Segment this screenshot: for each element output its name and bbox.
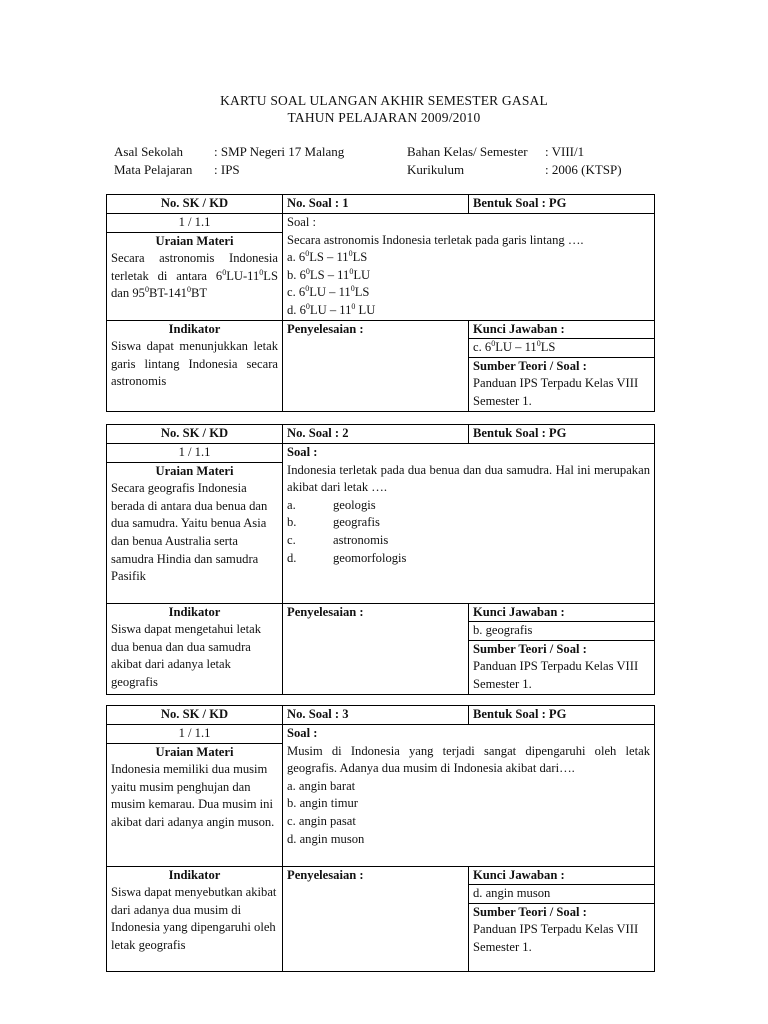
kunci-jawaban-value: c. $6^0LU - 11^0LS$	[469, 339, 655, 358]
indikator-label: Indikator	[168, 321, 221, 336]
option-c: c. $6^0LU - 11^0LS$	[287, 284, 370, 300]
degree-mark: 0	[305, 301, 310, 311]
sumber-text: Panduan IPS Terpadu Kelas VIII Semester 1.	[473, 376, 639, 408]
degree-mark: 0	[351, 301, 356, 311]
document-title: KARTU SOAL ULANGAN AKHIR SEMESTER GASAL	[220, 93, 548, 108]
uraian-materi-text: Secara astronomis Indonesia terletak di antara $6^0LU-11^0LS$ dan $95^0BT-141^0BT$	[111, 251, 278, 301]
indikator-cell	[107, 866, 283, 971]
degree-mark: 0	[348, 249, 353, 259]
option-text: astronomis	[333, 532, 389, 547]
document-subtitle: TAHUN PELAJARAN 2009/2010	[287, 110, 481, 125]
degree-mark: 0	[349, 266, 354, 276]
indikator-label: Indikator	[168, 604, 221, 619]
sumber-label: Sumber Teori / Soal :	[473, 641, 587, 656]
option-key: a.	[287, 497, 296, 512]
kunci-jawaban-label: Kunci Jawaban :	[469, 866, 655, 885]
kunci-jawaban-value: b. geografis	[469, 622, 655, 641]
kurikulum-value: : 2006 (KTSP)	[545, 162, 622, 177]
penyelesaian-label: Penyelesaian :	[283, 603, 469, 694]
option-text: geologis	[333, 497, 376, 512]
sumber-text: Panduan IPS Terpadu Kelas VIII Semester 1.	[473, 659, 639, 691]
penyelesaian-label: Penyelesaian :	[283, 320, 469, 411]
penyelesaian-label: Penyelesaian :	[283, 866, 469, 971]
degree-mark: 0	[186, 285, 191, 295]
question-text: Indonesia terletak pada dua benua dan dua samudra. Hal ini merupakan akibat dari letak ….	[287, 462, 650, 495]
option-b: b. $6^0LS - 11^0LU$	[287, 266, 371, 282]
option-c	[287, 532, 650, 550]
indikator-text: Siswa dapat mengetahui letak dua benua dan dua samudra akibat dari adanya letak geografis	[111, 622, 262, 689]
option-text: geografis	[333, 515, 380, 530]
option-b	[287, 514, 650, 532]
option-d: d. angin muson	[287, 831, 365, 846]
indikator-text: Siswa dapat menunjukkan letak garis lintang Indonesia secara astronomis	[111, 339, 278, 389]
uraian-materi-label: Uraian Materi	[155, 233, 234, 248]
indikator-text: Siswa dapat menyebutkan akibat dari adanya dua musim di Indonesia yang dipengaruhi oleh letak geografis	[111, 885, 277, 952]
no-sk-kd-header: No. SK / KD	[107, 706, 283, 725]
kunci-jawaban-label: Kunci Jawaban :	[469, 320, 655, 339]
bahan-kelas-value: : VIII/1	[545, 144, 585, 159]
no-soal-header: No. Soal : 1	[283, 195, 469, 214]
uraian-materi-text: Secara geografis Indonesia berada di antara dua benua dan dua samudra. Yaitu benua Asia dan benua Australia serta samudra Hindia dan samudra Pasifik	[111, 481, 268, 584]
degree-mark: 0	[305, 266, 310, 276]
question-text: Musim di Indonesia yang terjadi sangat dipengaruhi oleh letak geografis. Adanya dua musim di Indonesia akibat dari….	[287, 743, 650, 776]
sk-kd-value: 1 / 1.1	[107, 444, 283, 463]
degree-mark: 0	[259, 267, 264, 277]
option-text: geomorfologis	[333, 550, 407, 565]
bahan-kelas-label: Bahan Kelas/ Semester	[407, 144, 528, 159]
question-card-1	[106, 194, 655, 412]
option-a: a. angin barat	[287, 778, 356, 793]
uraian-cell	[107, 232, 283, 320]
sumber-cell	[469, 903, 655, 971]
mata-pelajaran-value: : IPS	[214, 162, 240, 177]
kunci-jawaban-label: Kunci Jawaban :	[469, 603, 655, 622]
sumber-label: Sumber Teori / Soal :	[473, 358, 587, 373]
indikator-label: Indikator	[168, 867, 221, 882]
soal-cell	[283, 725, 655, 867]
kurikulum-label: Kurikulum	[407, 162, 465, 177]
sumber-label: Sumber Teori / Soal :	[473, 904, 587, 919]
bentuk-soal-header: Bentuk Soal : PG	[469, 706, 655, 725]
sk-kd-value: 1 / 1.1	[107, 214, 283, 233]
no-sk-kd-header: No. SK / KD	[107, 425, 283, 444]
soal-cell	[283, 444, 655, 604]
no-sk-kd-header: No. SK / KD	[107, 195, 283, 214]
sumber-cell	[469, 357, 655, 411]
bentuk-soal-header: Bentuk Soal : PG	[469, 195, 655, 214]
option-key: c.	[287, 532, 296, 547]
degree-mark: 0	[536, 339, 541, 349]
soal-label: Soal :	[287, 215, 317, 229]
soal-label: Soal :	[287, 726, 318, 740]
uraian-materi-label: Uraian Materi	[155, 463, 234, 478]
uraian-cell	[107, 462, 283, 603]
degree-mark: 0	[491, 339, 496, 349]
no-soal-header: No. Soal : 2	[283, 425, 469, 444]
option-d	[287, 550, 650, 568]
uraian-materi-label: Uraian Materi	[155, 744, 234, 759]
uraian-cell	[107, 743, 283, 866]
option-key: d.	[287, 550, 297, 565]
degree-mark: 0	[350, 284, 355, 294]
indikator-cell	[107, 603, 283, 694]
indikator-cell	[107, 320, 283, 411]
asal-sekolah-label: Asal Sekolah	[114, 144, 183, 159]
option-a: a. $6^0LS - 11^0LS$	[287, 249, 368, 265]
option-d: d. $6^0LU - 11^0$ LU	[287, 301, 376, 317]
no-soal-header: No. Soal : 3	[283, 706, 469, 725]
uraian-materi-text: Indonesia memiliki dua musim yaitu musim penghujan dan musim kemarau. Dua musim ini akibat dari adanya angin muson.	[111, 762, 275, 829]
kunci-jawaban-value: d. angin muson	[469, 885, 655, 904]
degree-mark: 0	[305, 249, 310, 259]
question-text: Secara astronomis Indonesia terletak pada garis lintang ….	[287, 232, 584, 247]
degree-mark: 0	[305, 284, 310, 294]
sk-kd-value: 1 / 1.1	[107, 725, 283, 744]
sumber-cell	[469, 640, 655, 694]
option-key: b.	[287, 515, 297, 530]
degree-mark: 0	[222, 267, 227, 277]
asal-sekolah-value: : SMP Negeri 17 Malang	[214, 144, 345, 159]
option-a	[287, 497, 650, 515]
option-b: b. angin timur	[287, 796, 359, 811]
question-card-3	[106, 705, 655, 972]
soal-cell	[283, 214, 655, 321]
bentuk-soal-header: Bentuk Soal : PG	[469, 425, 655, 444]
sumber-text: Panduan IPS Terpadu Kelas VIII Semester 1.	[473, 922, 639, 954]
soal-label: Soal :	[287, 445, 318, 459]
mata-pelajaran-label: Mata Pelajaran	[114, 162, 193, 177]
question-card-2	[106, 424, 655, 695]
option-c: c. angin pasat	[287, 813, 356, 828]
degree-mark: 0	[144, 285, 149, 295]
